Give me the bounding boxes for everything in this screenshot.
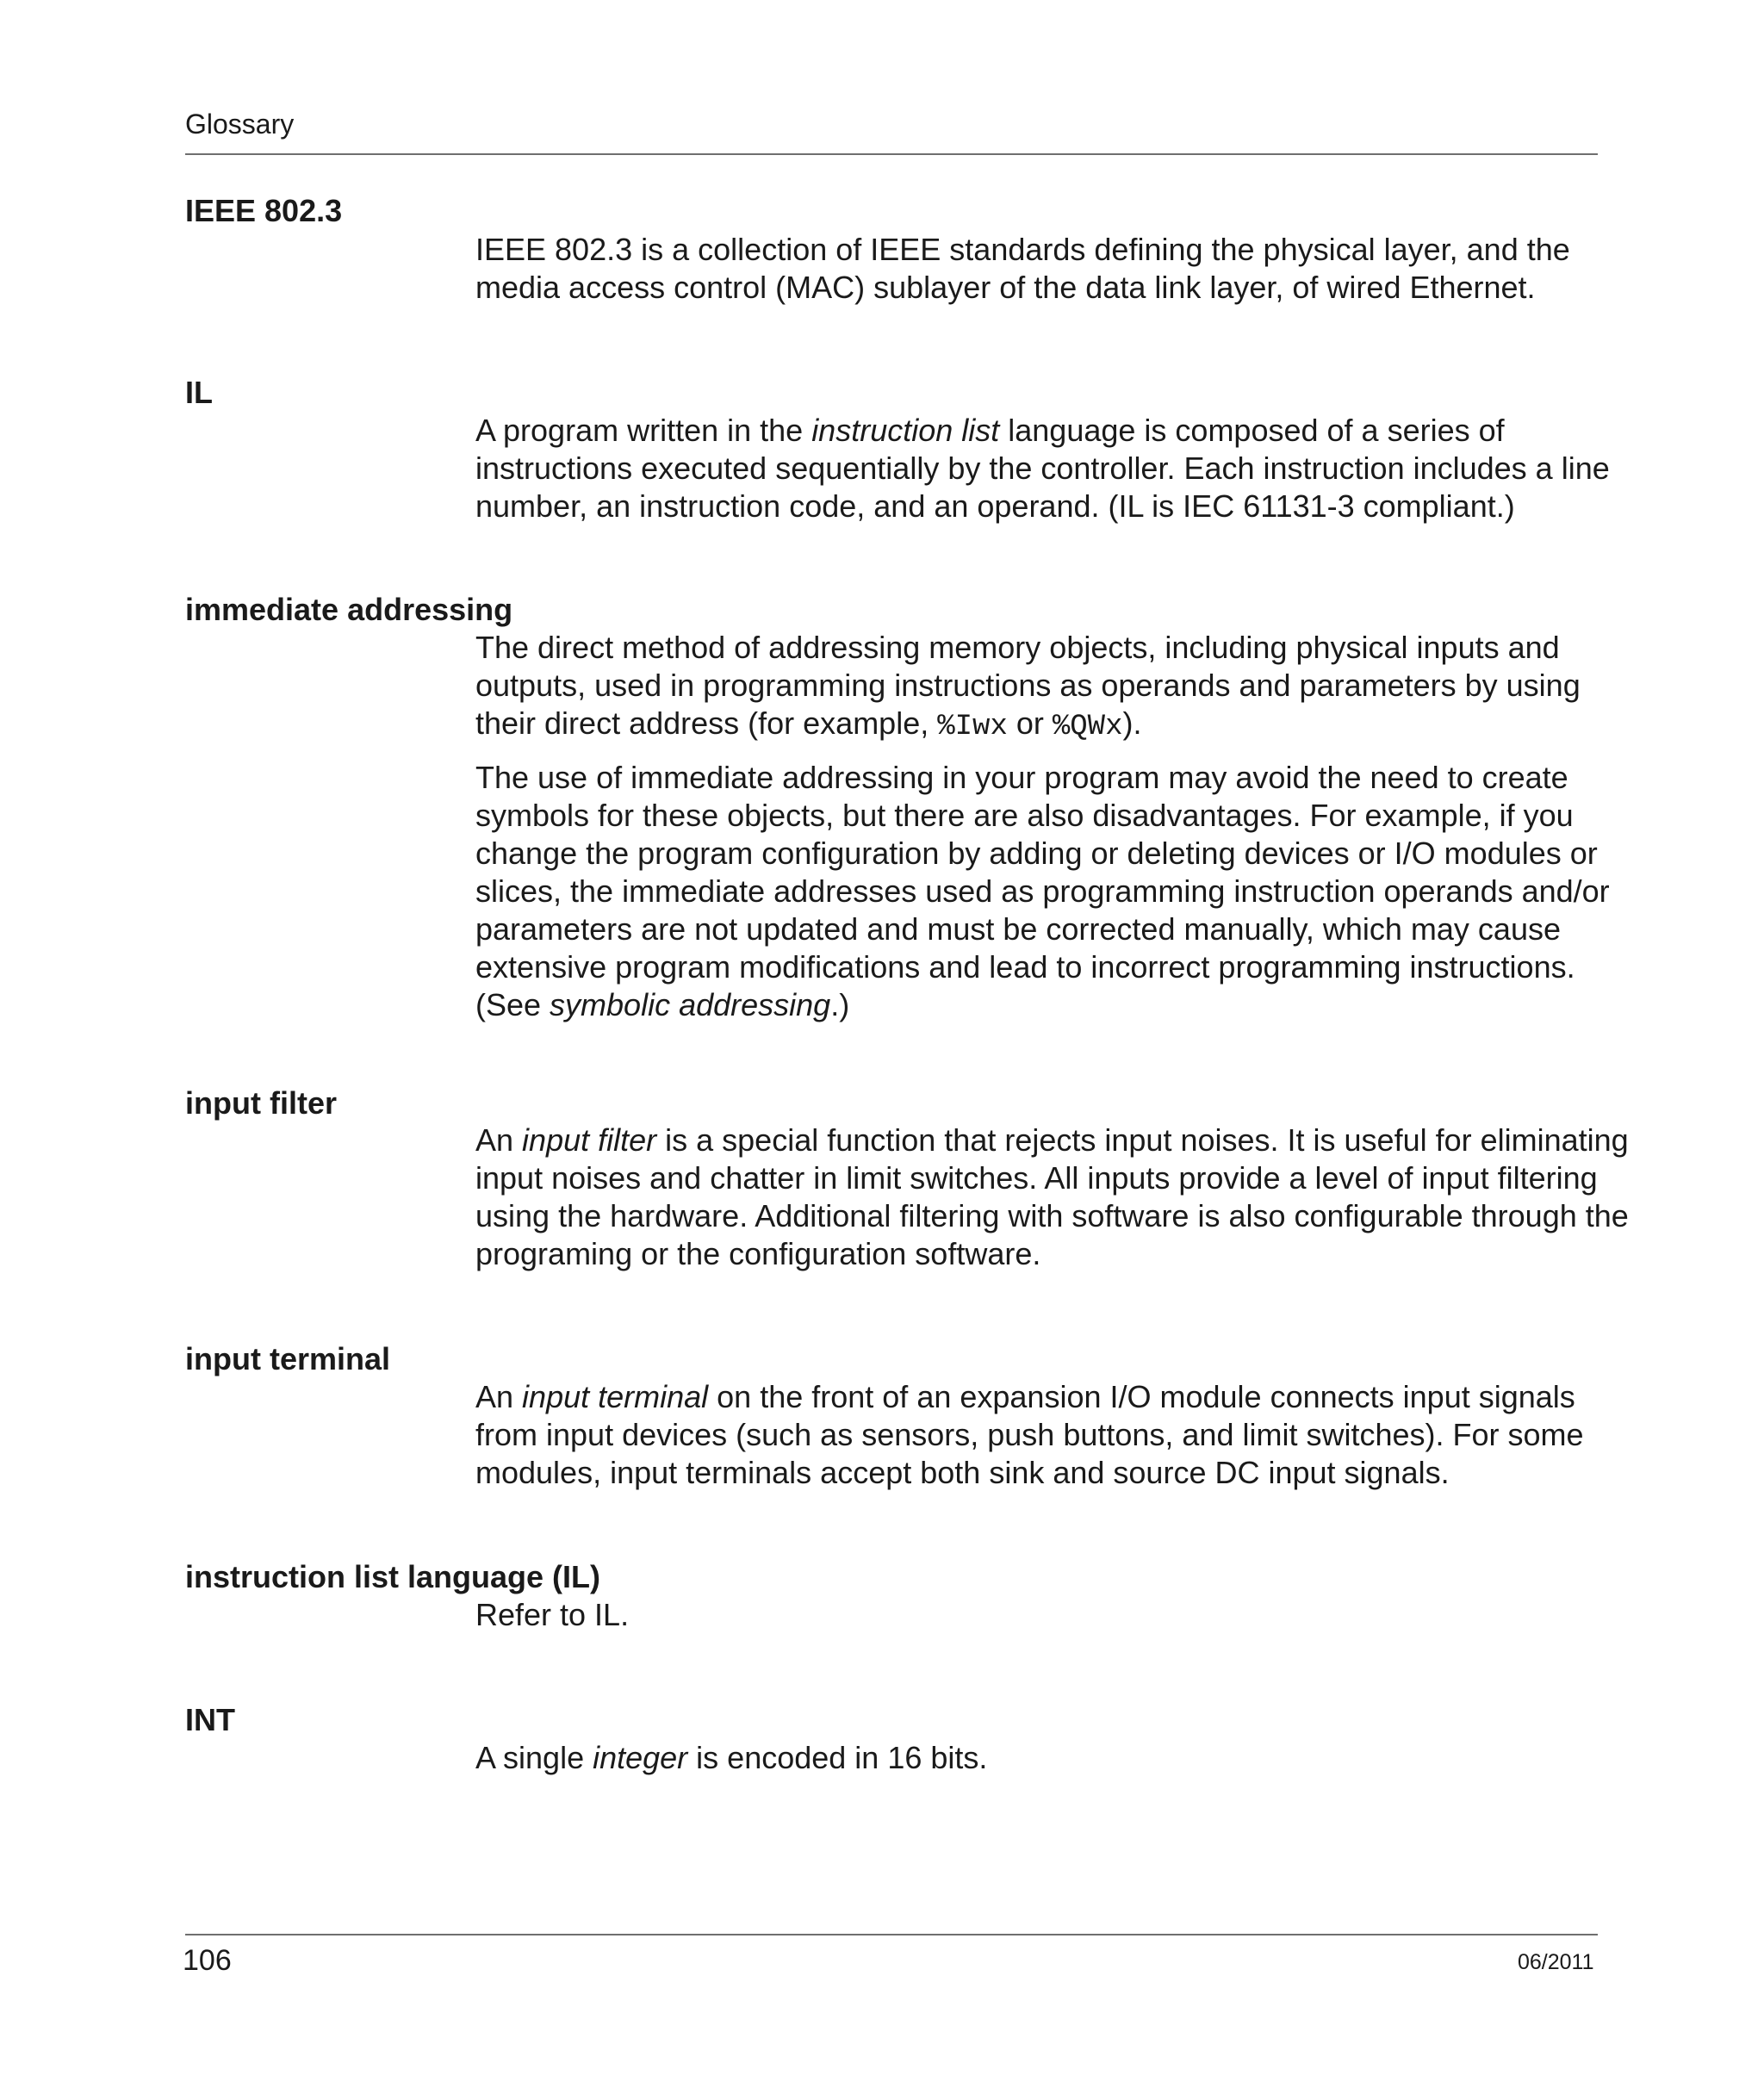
definition-line: The direct method of addressing memory objects, including physical inputs and [475, 630, 1560, 665]
term-int: INT [185, 1702, 235, 1737]
term-ieee-802-3: IEEE 802.3 [185, 193, 343, 228]
definition-line [475, 986, 1604, 1024]
term-immediate-addressing: immediate addressing [185, 592, 513, 627]
definition-il [475, 412, 1610, 525]
definition-line: number, an instruction code, and an operand. (IL is IEC 61131-3 compliant.) [475, 488, 1515, 524]
definition-int [475, 1739, 1604, 1777]
publication-date: 06/2011 [1518, 1950, 1594, 1974]
term-input-filter: input filter [185, 1085, 337, 1121]
definition-line: modules, input terminals accept both sink and source DC input signals. [475, 1455, 1450, 1490]
definition-input-terminal [475, 1378, 1604, 1492]
footer-rule [185, 1934, 1598, 1935]
text-run: ). [1122, 705, 1142, 741]
definition-line [475, 412, 1604, 450]
text-run: An [475, 1122, 523, 1158]
definition-line: instructions executed sequentially by the controller. Each instruction includes a line [475, 450, 1610, 486]
definition-line: using the hardware. Additional filtering with software is also configurable through the [475, 1198, 1629, 1233]
definition-line: The use of immediate addressing in your program may avoid the need to create [475, 760, 1568, 795]
text-run: language is composed of a series of [999, 413, 1505, 448]
definition-line: parameters are not updated and must be corrected manually, which may cause [475, 911, 1561, 947]
text-run: or [1007, 705, 1053, 741]
definition-line: input noises and chatter in limit switches. All inputs provide a level of input filtering [475, 1160, 1598, 1196]
header-rule [185, 153, 1598, 155]
definition-line: IEEE 802.3 is a collection of IEEE standards defining the physical layer, and the [475, 232, 1570, 267]
definition-input-filter [475, 1121, 1629, 1273]
definition-line: from input devices (such as sensors, push buttons, and limit switches). For some [475, 1417, 1584, 1452]
page-number: 106 [183, 1944, 232, 1977]
term-il: IL [185, 375, 213, 410]
definition-line [475, 1121, 1629, 1159]
definition-line: extensive program modifications and lead to incorrect programming instructions. [475, 949, 1575, 985]
italic-term: instruction list [811, 413, 1000, 448]
text-run: .) [830, 987, 850, 1022]
text-run: A single [475, 1740, 593, 1775]
definition-line [475, 1739, 1604, 1777]
code-address: %Iwx [937, 711, 1008, 743]
definition-line: media access control (MAC) sublayer of the data link layer, of wired Ethernet. [475, 270, 1536, 305]
definition-line [475, 1378, 1604, 1416]
definition-line: symbols for these objects, but there are also disadvantages. For example, if you [475, 798, 1574, 833]
italic-term: input terminal [522, 1379, 709, 1414]
definition-line [475, 705, 1604, 746]
definition-line: outputs, used in programming instructions as operands and parameters by using [475, 668, 1581, 703]
italic-term: integer [593, 1740, 688, 1775]
definition-line: programing or the configuration software. [475, 1236, 1041, 1271]
term-instruction-list-language: instruction list language (IL) [185, 1559, 601, 1594]
definition-ieee-802-3 [475, 231, 1604, 307]
term-input-terminal: input terminal [185, 1341, 391, 1376]
code-address: %QWx [1052, 711, 1123, 743]
text-run: An [475, 1379, 523, 1414]
italic-term: symbolic addressing [550, 987, 831, 1022]
definition-line: Refer to IL. [475, 1597, 630, 1632]
text-run: A program written in the [475, 413, 812, 448]
definition-line: change the program configuration by adding or deleting devices or I/O modules or [475, 836, 1598, 871]
definition-line: slices, the immediate addresses used as programming instruction operands and/or [475, 873, 1610, 909]
running-head: Glossary [185, 109, 295, 140]
text-run: on the front of an expansion I/O module connects input signals [708, 1379, 1575, 1414]
italic-term: input filter [522, 1122, 657, 1158]
text-run: is encoded in 16 bits. [687, 1740, 988, 1775]
text-run: is a special function that rejects input noises. It is useful for eliminating [656, 1122, 1629, 1158]
text-run: their direct address (for example, [475, 705, 938, 741]
text-run: (See [475, 987, 550, 1022]
definition-instruction-list-language [475, 1596, 1604, 1634]
definition-immediate-addressing [475, 629, 1610, 1024]
